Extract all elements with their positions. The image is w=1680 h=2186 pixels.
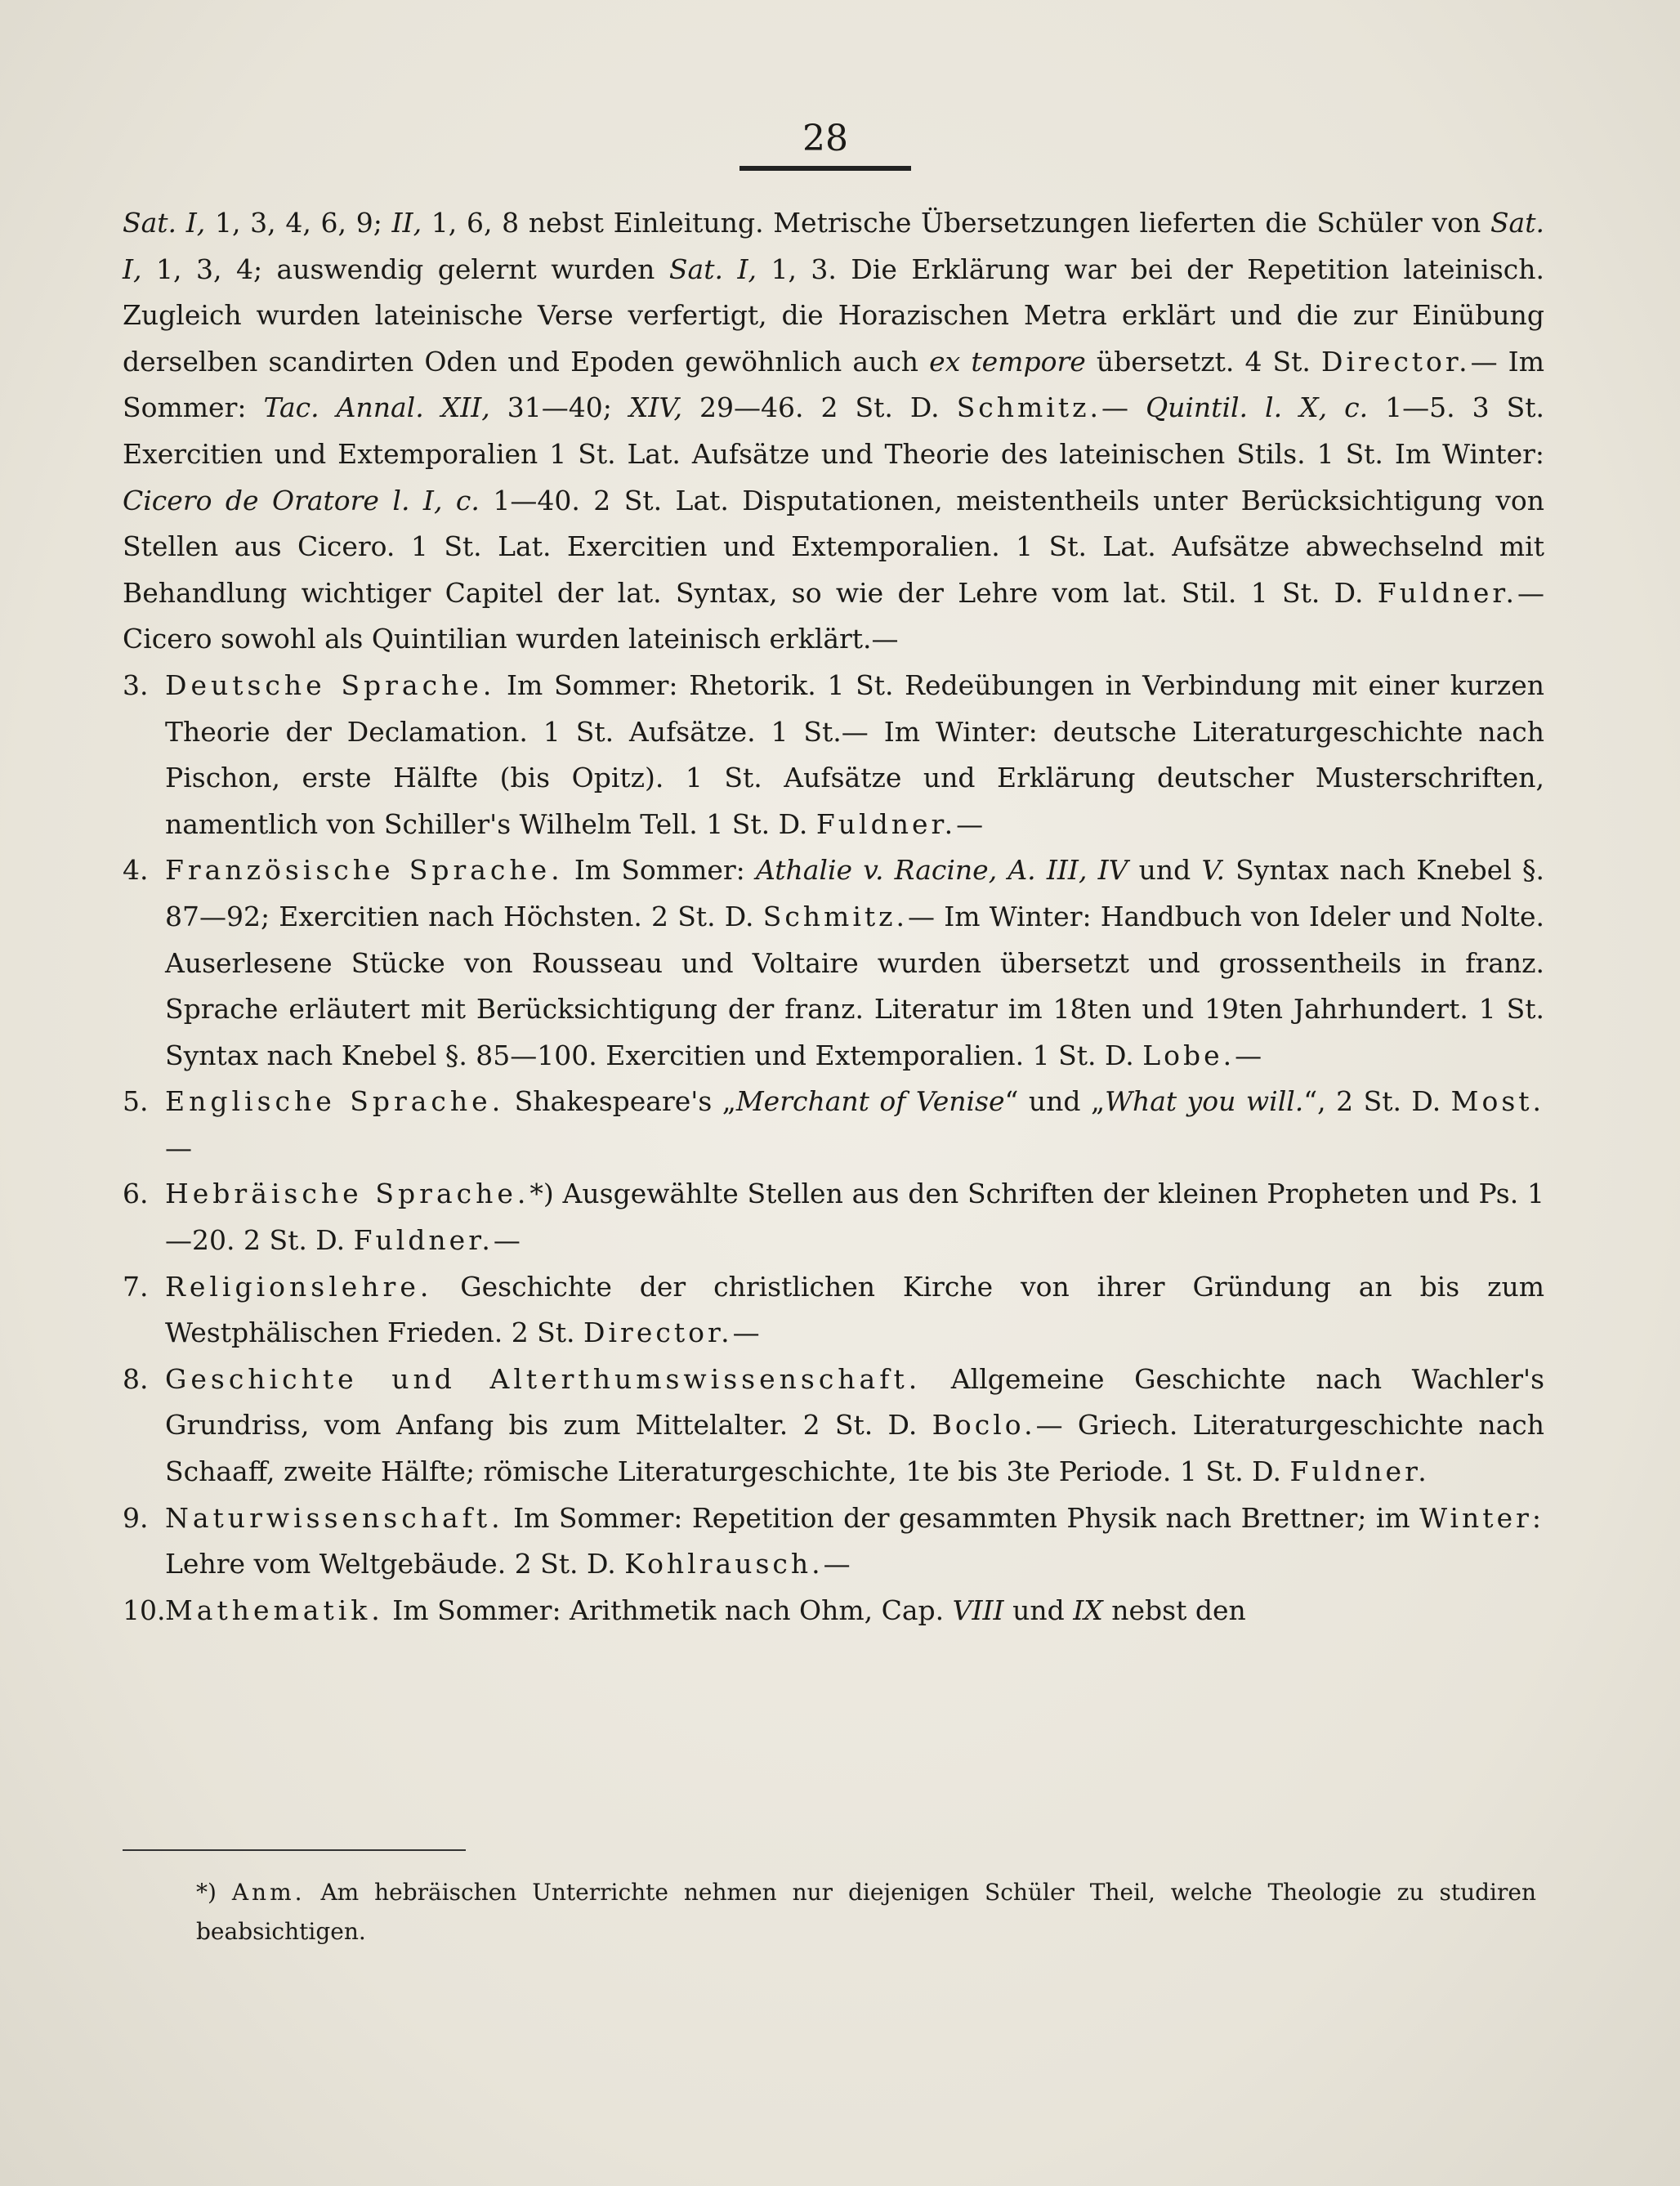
- item-text: [165, 1357, 1544, 1495]
- intro-seg8: 1, 3. Die Erklärung war bei der Repetition lateinisch. Zugleich wurden lateinische Verse verfertigt, die Horazischen Metra erklärt und die zur Einübung derselben scandirten Oden und Epoden gewöhnlich auch: [123, 253, 1544, 378]
- item-number: 7.: [123, 1270, 149, 1303]
- intro-seg7: Sat. I,: [668, 253, 757, 285]
- item-body: *) Ausgewählte Stellen aus den Schriften der kleinen Propheten und Ps. 1—20. 2 St. D.: [165, 1178, 1544, 1257]
- item-heading: Geschichte und Alterthumswissenschaft.: [165, 1362, 922, 1395]
- item-body: —: [956, 807, 984, 840]
- item-body: und: [1128, 854, 1202, 887]
- season-label: Winter:: [1419, 1501, 1544, 1534]
- intro-seg6: 1, 3, 4; auswendig gelernt wurden: [141, 253, 669, 285]
- item-body: — Griech. Literaturgeschichte nach Schaaff, zweite Hälfte; römische Literaturgeschichte, 1te bis 3te Periode. 1 St. D.: [165, 1409, 1545, 1488]
- page-number: 28: [802, 118, 848, 159]
- item-heading: Französische Sprache.: [165, 854, 564, 887]
- item-religionslehre: [123, 1264, 1544, 1357]
- item-body: Im Sommer: Repetition der gesammten Physik nach Brettner; im: [503, 1501, 1420, 1534]
- footnote: [196, 1873, 1536, 1951]
- teacher-name: Fuldner.: [1377, 576, 1517, 609]
- item-number: 10.: [123, 1594, 166, 1626]
- item-text: [165, 1264, 1544, 1357]
- intro-seg2: 1, 3, 4, 6, 9;: [205, 207, 392, 239]
- item-body: —: [165, 1131, 192, 1164]
- intro-seg14: 31—40;: [489, 391, 629, 424]
- item-heading: Hebräische Sprache.: [165, 1178, 530, 1210]
- item-franzoesische-sprache: [123, 847, 1544, 1079]
- intro-seg1: Sat. I,: [123, 207, 206, 239]
- item-body: “ und „: [1004, 1085, 1106, 1118]
- teacher-name: Schmitz.: [956, 391, 1102, 424]
- intro-seg10: übersetzt. 4 St.: [1085, 345, 1321, 378]
- intro-seg3: II,: [391, 207, 422, 239]
- item-body: — Im Winter: Handbuch von Ideler und Nolte. Auserlesene Stücke von Rousseau und Voltaire wurden übersetzt und grossentheils in franz. Sprache erläutert mit Berücksichtigung der franz. Literatur im 18ten und 19ten Jahrhundert. 1 St. Syntax nach Knebel §. 85—100. Exercitien und Extemporalien. 1 St. D.: [165, 900, 1544, 1071]
- item-number: 4.: [123, 854, 149, 887]
- item-body: Lehre vom Weltgebäude. 2 St. D.: [165, 1548, 625, 1580]
- item-heading: Englische Sprache.: [165, 1085, 505, 1118]
- intro-seg24: — Cicero sowohl als Quintilian wurden lateinisch erklärt.—: [123, 576, 1544, 655]
- teacher-name: Most.: [1450, 1085, 1545, 1118]
- item-geschichte: [123, 1357, 1544, 1495]
- item-text: [165, 1495, 1544, 1588]
- item-body: “, 2 St. D.: [1303, 1085, 1451, 1118]
- teacher-name: Kohlrausch.: [624, 1548, 824, 1580]
- footnote-mark: *): [196, 1879, 232, 1906]
- intro-seg5: Sat. I,: [123, 207, 1544, 285]
- item-text: [165, 1079, 1544, 1171]
- intro-seg12: — Im Sommer:: [123, 345, 1544, 424]
- footnote-rule: [123, 1849, 466, 1851]
- teacher-name: Schmitz.: [762, 900, 909, 932]
- item-naturwissenschaft: [123, 1495, 1544, 1588]
- item-body: Allgemeine Geschichte nach Wachler's Grundriss, vom Anfang bis zum Mittelalter. 2 St. D.: [165, 1362, 1545, 1442]
- intro-seg4: 1, 6, 8 nebst Einleitung. Metrische Übersetzungen lieferten die Schüler von: [422, 207, 1490, 239]
- item-text: [165, 1171, 1544, 1263]
- item-number: 6.: [123, 1178, 149, 1210]
- item-text: [165, 663, 1544, 847]
- intro-seg19: Quintil. l. X, c.: [1146, 391, 1369, 424]
- item-mathematik: [123, 1588, 1544, 1634]
- footnote-label: Anm.: [231, 1879, 306, 1906]
- item-italic: What you will.: [1105, 1085, 1304, 1118]
- page-number-rule: [739, 166, 911, 171]
- item-body: Im Sommer:: [563, 854, 756, 887]
- intro-seg16: 29—46. 2 St. D.: [682, 391, 957, 424]
- item-body: —: [732, 1317, 760, 1349]
- item-hebraeische-sprache: [123, 1171, 1544, 1263]
- item-body: Im Sommer: Rhetorik. 1 St. Redeübungen in Verbindung mit einer kurzen Theorie der Declamation. 1 St. Aufsätze. 1 St.— Im Winter: deutsche Literaturgeschichte nach Pischon, erste Hälfte (bis Opitz). 1 St. Aufsätze und Erklärung deutscher Musterschriften, namentlich von Schiller's Wilhelm Tell. 1 St. D.: [165, 668, 1544, 840]
- item-italic: VIII: [952, 1594, 1004, 1626]
- item-heading: Deutsche Sprache.: [165, 668, 496, 701]
- footnote-text: Am hebräischen Unterrichte nehmen nur diejenigen Schüler Theil, welche Theologie zu studiren beabsichtigen.: [196, 1879, 1536, 1945]
- item-body: —: [823, 1548, 851, 1580]
- item-body: nebst den: [1102, 1594, 1246, 1626]
- item-number: 9.: [123, 1501, 149, 1534]
- item-deutsche-sprache: [123, 663, 1544, 847]
- item-italic: IX: [1073, 1594, 1103, 1626]
- item-body: und: [1003, 1594, 1074, 1626]
- item-italic: V.: [1201, 854, 1225, 887]
- teacher-name: Boclo.: [932, 1409, 1036, 1442]
- item-number: 3.: [123, 668, 149, 701]
- item-heading: Naturwissenschaft.: [165, 1501, 504, 1534]
- item-body: —: [1235, 1039, 1262, 1071]
- item-text: [165, 847, 1544, 1079]
- teacher-name: Director.: [583, 1317, 733, 1349]
- item-number: 5.: [123, 1085, 149, 1118]
- body-text: [123, 200, 1544, 1634]
- intro-seg20: 1—5. 3 St. Exercitien und Extemporalien 1 St. Lat. Aufsätze und Theorie des lateinischen Stils. 1 St. Im Winter:: [123, 391, 1544, 470]
- intro-seg13: Tac. Annal. XII,: [263, 391, 490, 424]
- item-heading: Mathematik.: [165, 1594, 384, 1626]
- item-heading: Religionslehre.: [165, 1270, 433, 1303]
- intro-paragraph: [123, 200, 1544, 663]
- intro-seg22: 1—40. 2 St. Lat. Disputationen, meistentheils unter Berücksichtigung von Stellen aus Cicero. 1 St. Lat. Exercitien und Extemporalien. 1 St. Lat. Aufsätze abwechselnd mit Behandlung wichtiger Capitel der lat. Syntax, so wie der Lehre vom lat. Stil. 1 St. D.: [123, 484, 1544, 609]
- intro-seg21: Cicero de Oratore l. I, c.: [123, 484, 480, 516]
- teacher-name: Director.: [1321, 345, 1471, 378]
- teacher-name: Fuldner.: [1289, 1455, 1430, 1488]
- intro-seg18: —: [1101, 391, 1146, 424]
- item-body: —: [493, 1224, 521, 1257]
- item-italic: Merchant of Venise: [735, 1085, 1005, 1118]
- item-body: Syntax nach Knebel §. 87—92; Exercitien nach Höchsten. 2 St. D.: [165, 854, 1545, 932]
- item-body: Shakespeare's „: [504, 1085, 736, 1118]
- item-italic: Athalie v. Racine, A. III, IV: [755, 854, 1128, 887]
- intro-seg9: ex tempore: [929, 345, 1086, 378]
- item-number: 8.: [123, 1362, 149, 1395]
- item-text: [165, 1588, 1544, 1634]
- teacher-name: Lobe.: [1142, 1039, 1235, 1071]
- item-body: Geschichte der christlichen Kirche von ihrer Gründung an bis zum Westphälischen Frieden. 2 St.: [165, 1270, 1544, 1349]
- item-body: Im Sommer: Arithmetik nach Ohm, Cap.: [383, 1594, 953, 1626]
- item-englische-sprache: [123, 1079, 1544, 1171]
- intro-seg15: XIV,: [628, 391, 682, 424]
- teacher-name: Fuldner.: [353, 1224, 494, 1257]
- teacher-name: Fuldner.: [815, 807, 957, 840]
